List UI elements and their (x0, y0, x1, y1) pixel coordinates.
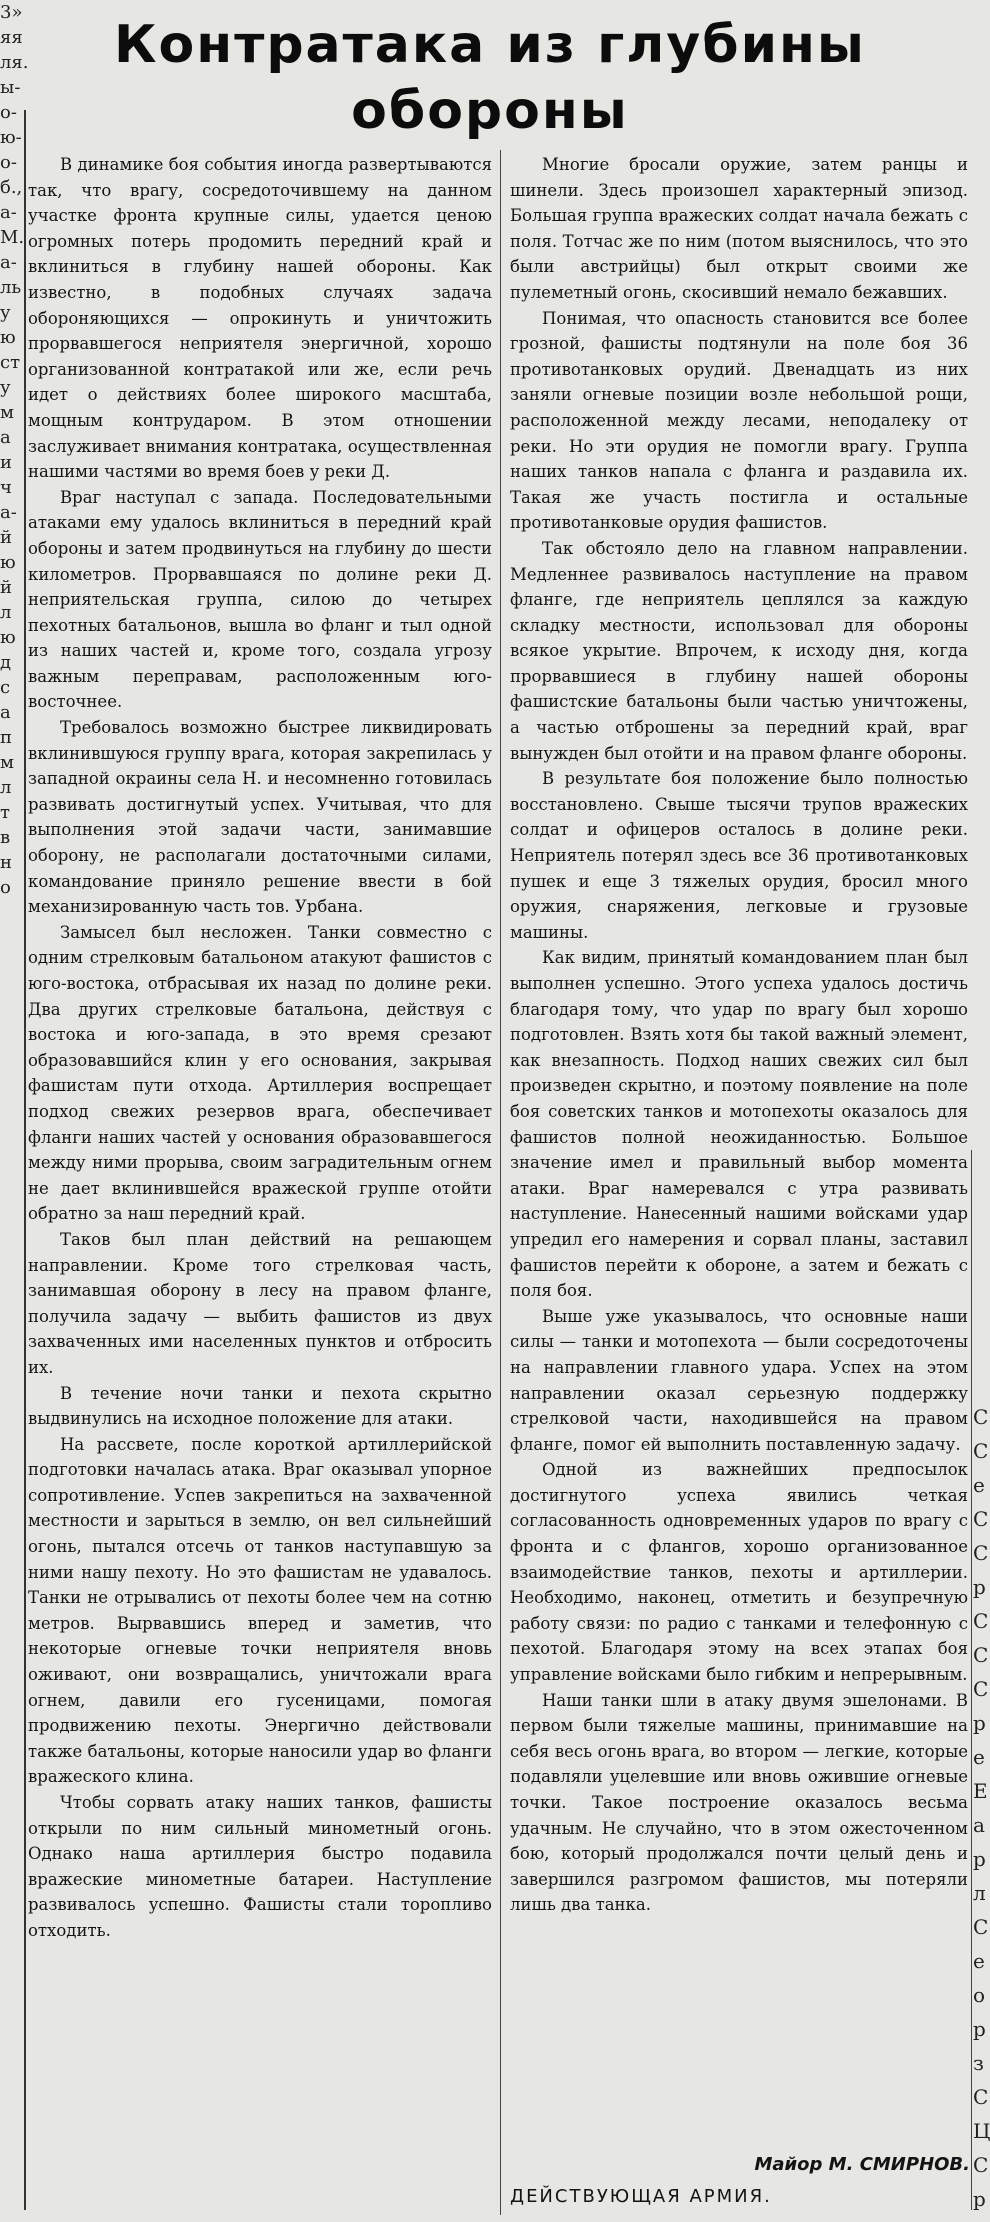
neighbor-right-fragment: а (973, 1813, 985, 1837)
neighbor-left-fragment: ю (0, 552, 16, 573)
neighbor-left-fragment: й (0, 577, 12, 598)
neighbor-right-fragment: С (973, 1439, 989, 1463)
neighbor-left-fragment: м (0, 402, 15, 423)
neighbor-left-fragment: й (0, 527, 12, 548)
article-paragraph: Чтобы сорвать атаку наших танков, фашисты открыли по ним сильный минометный огонь. Однако наша артиллерия быстро подавила вражеские минометные батареи. Наступление развивалось успешно. Фашисты стали торопливо отходить. (28, 1793, 492, 1940)
article-paragraph: Понимая, что опасность становится все более грозной, фашисты подтянули на поле боя 36 противотанковых орудий. Двенадцать из них заняли огневые позиции возле небольшой рощи, расположенной между лесами, неподалеку от реки. Но эти орудия не помогли врагу. Группа наших танков напала с фланга и раздавила их. Такая же участь постигла и остальные противотанковые орудия фашистов. (510, 308, 968, 533)
neighbor-right-fragment: р (973, 1711, 986, 1735)
article-paragraph: В динамике боя события иногда развертываются так, что врагу, сосредоточившему на данном участке фронта крупные силы, удается ценою огромных потерь продомить передний край и вклиниться в глубину нашей обороны. Как известно, в подобных случаях задача обороняющихся — опрокинуть и уничтожить прорвавшегося неприятеля энергичной, хорошо организованной контратакой или же, если речь идет о действиях более широкого масштаба, мощным контрударом. В этом отношении заслуживает внимания контратака, осуществленная нашими частями во время боев у реки Д. (28, 155, 492, 482)
neighbor-left-fragment: б., (0, 177, 23, 198)
article-paragraph: Требовалось возможно быстрее ликвидировать вклинившуюся группу врага, которая закрепилась у западной окраины села Н. и несомненно готовилась развивать достигнутый успех. Учитывая, что для выполнения этой задачи части, занимавшие оборону, не располагали достаточными силами, командование приняло решение ввести в бой механизированную часть тов. Урбана. (28, 718, 492, 917)
neighbor-left-fragment: ю (0, 627, 16, 648)
neighbor-left-fragment: а (0, 427, 11, 448)
neighbor-left-fragment: и (0, 452, 12, 473)
article-column-1 (28, 152, 492, 2220)
neighbor-left-fragment: а (0, 702, 11, 723)
article-paragraph: Многие бросали оружие, затем ранцы и шинели. Здесь произошел характерный эпизод. Большая группа вражеских солдат начала бежать с поля. Тотчас же по ним (потом выяснилось, что это были австрийцы) был открыт своими же пулеметный огонь, скосивший немало бежавших. (510, 155, 968, 302)
author-signature: Майор М. СМИРНОВ. (754, 2154, 970, 2175)
neighbor-left-fragment: л (0, 777, 12, 798)
neighbor-left-fragment: н (0, 852, 12, 873)
neighbor-left-fragment: о- (0, 152, 17, 173)
neighbor-right-fragment: р (973, 2187, 986, 2211)
neighbor-right-fragment: з (973, 2051, 984, 2075)
neighbor-right-fragment: С (973, 1609, 989, 1633)
article-paragraph: Так обстояло дело на главном направлении. Медленнее развивалось наступление на правом фланге, где неприятель цеплялся за каждую складку местности, использовал для обороны всякое укрытие. Впрочем, к исходу дня, когда прорвавшиеся в глубину нашей обороны фашистские батальоны были частью уничтожены, а частью отброшены за передний край, враг вынужден был отойти и на правом фланге обороны. (510, 538, 968, 763)
neighbor-right-fragment: С (973, 1541, 989, 1565)
article-column-2 (510, 152, 968, 2102)
neighbor-left-fragment: ю- (0, 127, 22, 148)
neighbor-left-fragment: ч (0, 477, 12, 498)
article-paragraph: Выше уже указывалось, что основные наши силы — танки и мотопехота — были сосредоточены на направлении главного удара. Успех на этом направлении оказал серьезную поддержку стрелковой части, находившейся на правом фланге, помог ей выполнить поставленную задачу. (510, 1306, 968, 1454)
neighbor-left-fragment: ю (0, 327, 16, 348)
column-divider-left (24, 110, 26, 2210)
neighbor-right-fragment: р (973, 1847, 986, 1871)
neighbor-right-fragment: е (973, 1949, 985, 1973)
neighbor-right-fragment: о (973, 1983, 986, 2007)
neighbor-left-fragment: ля. (0, 52, 29, 73)
neighbor-column-left (0, 0, 29, 2222)
neighbor-left-fragment: яя (0, 27, 23, 48)
column-divider (500, 150, 501, 2215)
neighbor-left-fragment: м (0, 752, 15, 773)
neighbor-right-fragment: С (973, 2153, 989, 2177)
neighbor-left-fragment: п (0, 727, 12, 748)
neighbor-right-fragment: С (973, 1507, 989, 1531)
neighbor-left-fragment: в (0, 827, 11, 848)
article-paragraph: Наши танки шли в атаку двумя эшелонами. В первом были тяжелые машины, принимавшие на себя весь огонь врага, во втором — легкие, которые подавляли уцелевшие или вновь ожившие огневые точки. Такое построение оказалось весьма удачным. Не случайно, что в этом ожесточенном бою, который продолжался почти целый день и завершился разгромом фашистов, мы потеряли лишь два танка. (510, 1690, 968, 1915)
neighbor-left-fragment: а- (0, 252, 17, 273)
neighbor-right-fragment: С (973, 1405, 989, 1429)
neighbor-left-fragment: ст (0, 352, 21, 373)
article-paragraph: Таков был план действий на решающем направлении. Кроме того стрелковая часть, занимавшая оборону в лесу на правом фланге, получила задачу — выбить фашистов из двух захваченных ими населенных пунктов и отбросить их. (28, 1229, 492, 1377)
neighbor-left-fragment: с (0, 677, 11, 698)
neighbor-left-fragment: у (0, 377, 11, 398)
neighbor-left-fragment: ль (0, 277, 22, 298)
neighbor-left-fragment: о (0, 877, 11, 898)
column-divider-right (971, 1150, 972, 2210)
neighbor-left-fragment: М. (0, 227, 25, 248)
neighbor-right-fragment: л (973, 1881, 986, 1905)
author-unit: ДЕЙСТВУЮЩАЯ АРМИЯ. (510, 2186, 772, 2207)
neighbor-left-fragment: л (0, 602, 12, 623)
neighbor-right-fragment: е (973, 1745, 985, 1769)
article-paragraph: В течение ночи танки и пехота скрытно выдвинулись на исходное положение для атаки. (28, 1383, 492, 1429)
neighbor-right-fragment: Е (973, 1779, 988, 1803)
article-paragraph: Замысел был несложен. Танки совместно с одним стрелковым батальоном атакуют фашистов с юго-востока, отбрасывая их назад по долине реки. Два других стрелковые батальона, действуя с востока и юго-запада, в это время срезают образовавшийся клин у его основания, закрывая фашистам пути отхода. Артиллерия воспрещает подход свежих резервов врага, обеспечивает фланги наших частей у основания образовавшегося между ними прорыва, своим заградительным огнем не дает вклинившейся вражеской группе отойти обратно за наш передний край. (28, 922, 492, 1224)
neighbor-right-fragment: С (973, 1677, 989, 1701)
neighbor-left-fragment: 3» (0, 2, 23, 23)
neighbor-left-fragment: т (0, 802, 10, 823)
neighbor-right-fragment: р (973, 1575, 986, 1599)
neighbor-left-fragment: о- (0, 102, 17, 123)
neighbor-left-fragment: а- (0, 202, 17, 223)
article-title: Контратака из глубины обороны (114, 15, 866, 141)
article-paragraph: Одной из важнейших предпосылок достигнутого успеха явились четкая согласованность одновременных ударов по врагу с фронта и с флангов, хорошо организованное взаимодействие танков, пехоты и артиллерии. Необходимо, наконец, отметить и безупречную работу связи: по радио с танками и телефонную с пехотой. Благодаря этому на всех этапах боя управление войсками было гибким и непрерывным. (510, 1460, 968, 1685)
neighbor-right-fragment: р (973, 2017, 986, 2041)
neighbor-right-fragment: С (973, 1643, 989, 1667)
neighbor-column-right (973, 1400, 990, 2220)
neighbor-right-fragment: С (973, 2085, 989, 2109)
article-paragraph: Как видим, принятый командованием план был выполнен успешно. Этого успеха удалось достичь благодаря тому, что удар по врагу был хорошо подготовлен. Взять хотя бы такой важный элемент, как внезапность. Подход наших свежих сил был произведен скрытно, и поэтому появление на поле боя советских танков и мотопехоты оказалось для фашистов полной неожиданностью. Большое значение имел и правильный выбор момента атаки. Враг намеревался с утра развивать наступление. Нанесенный нашими войсками удар упредил его намерения и сорвал планы, заставил фашистов перейти к обороне, а затем и бежать с поля боя. (510, 948, 968, 1301)
neighbor-left-fragment: ы- (0, 77, 21, 98)
neighbor-left-fragment: у (0, 302, 11, 323)
neighbor-left-fragment: д (0, 652, 12, 673)
article-paragraph: Враг наступал с запада. Последовательными атаками ему удалось вклиниться в передний край обороны и затем продвинуться на глубину до шести километров. Прорвавшаяся по долине реки Д. неприятельская группа, силою до четырех пехотных батальонов, вышла во фланг и тыл одной из наших частей и, кроме того, создала угрозу важным переправам, расположенным юго-восточнее. (28, 487, 492, 712)
article-paragraph: В результате боя положение было полностью восстановлено. Свыше тысячи трупов вражеских солдат и офицеров осталось в долине реки. Неприятель потерял здесь все 36 противотанковых пушек и еще 3 тяжелых орудия, бросил много оружия, снаряжения, легковые и грузовые машины. (510, 769, 968, 942)
neighbor-right-fragment: Ц (973, 2119, 990, 2143)
neighbor-left-fragment: а- (0, 502, 17, 523)
neighbor-right-fragment: С (973, 1915, 989, 1939)
article-paragraph: На рассвете, после короткой артиллерийской подготовки началась атака. Враг оказывал упорное сопротивление. Успев закрепиться на захваченной местности и зарыться в землю, он вел сильнейший огонь, пытался отсечь от танков наступавшую за ними нашу пехоту. Но это фашистам не удавалось. Танки не отрывались от пехоты более чем на сотню метров. Вырвавшись вперед и заметив, что некоторые огневые точки неприятеля вновь оживают, они возвращались, уничтожали врага огнем, давили его гусеницами, помогая продвижению пехоты. Энергично действовали также батальоны, которые наносили удар во фланги вражеского клина. (28, 1434, 492, 1787)
neighbor-right-fragment: е (973, 1473, 985, 1497)
